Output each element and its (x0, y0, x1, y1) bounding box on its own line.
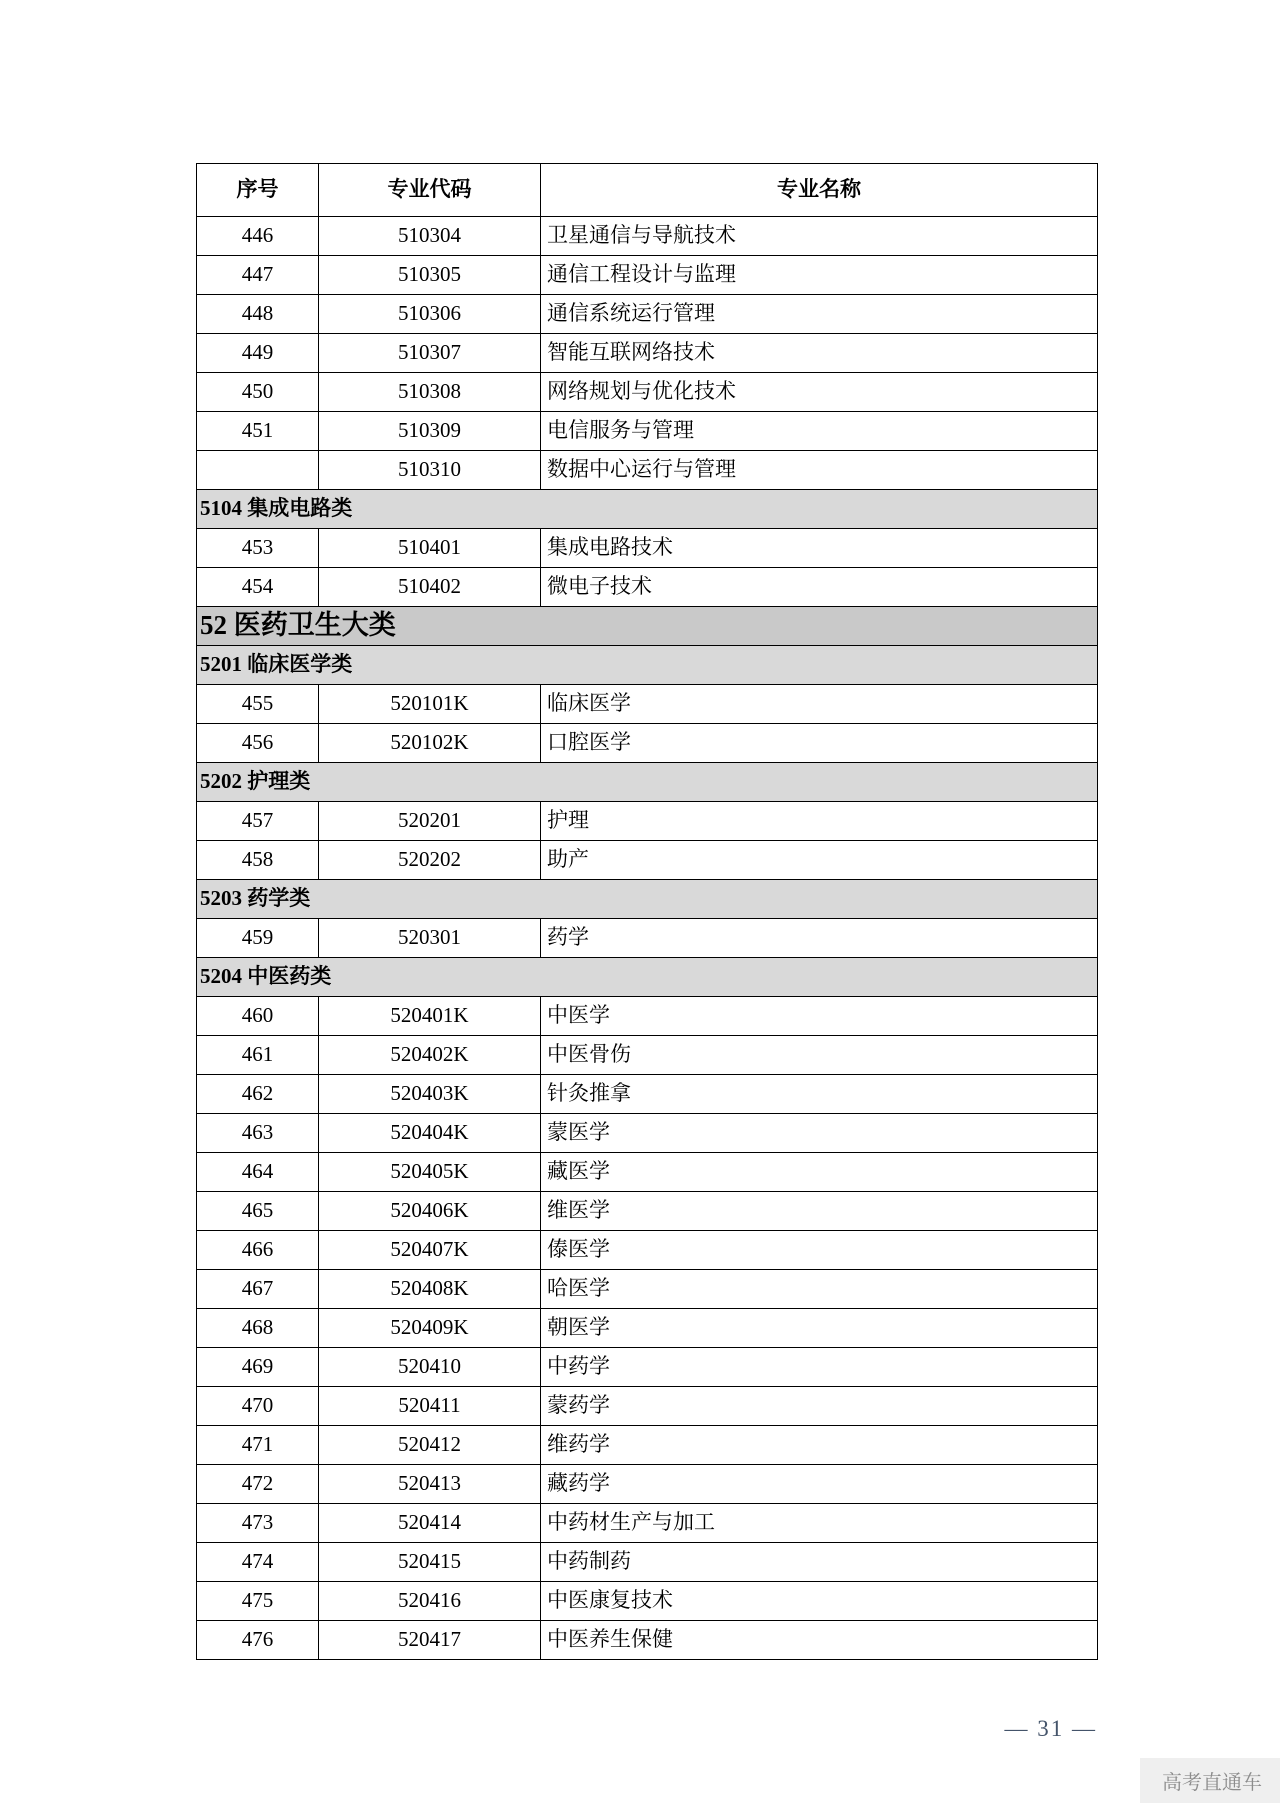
table-row (197, 1153, 1098, 1192)
cell-code: 520416 (319, 1582, 541, 1621)
watermark: 高考直通车 (1140, 1758, 1280, 1803)
cell-no (197, 451, 319, 490)
cell-no: 453 (197, 529, 319, 568)
cell-code: 510310 (319, 451, 541, 490)
column-header-2: 专业名称 (541, 164, 1098, 217)
cell-name: 蒙药学 (541, 1387, 1098, 1426)
cell-code: 520404K (319, 1114, 541, 1153)
table-row (197, 412, 1098, 451)
cell-no: 465 (197, 1192, 319, 1231)
cell-name: 维药学 (541, 1426, 1098, 1465)
cell-name: 口腔医学 (541, 724, 1098, 763)
table-row (197, 1075, 1098, 1114)
cell-name: 通信工程设计与监理 (541, 256, 1098, 295)
cell-name: 护理 (541, 802, 1098, 841)
table-body (197, 217, 1098, 1660)
table-row (197, 919, 1098, 958)
cell-code: 520401K (319, 997, 541, 1036)
table-row (197, 1348, 1098, 1387)
cell-code: 520102K (319, 724, 541, 763)
cell-no: 461 (197, 1036, 319, 1075)
cell-code: 510305 (319, 256, 541, 295)
cell-name: 中药制药 (541, 1543, 1098, 1582)
majors-table (196, 163, 1098, 1660)
table-row (197, 997, 1098, 1036)
cell-no: 474 (197, 1543, 319, 1582)
cell-no: 458 (197, 841, 319, 880)
cell-code: 520406K (319, 1192, 541, 1231)
table-row (197, 685, 1098, 724)
cell-code: 510307 (319, 334, 541, 373)
section-label: 5201 临床医学类 (197, 646, 1098, 685)
section-row (197, 763, 1098, 802)
section-label: 5104 集成电路类 (197, 490, 1098, 529)
cell-name: 藏药学 (541, 1465, 1098, 1504)
cell-name: 通信系统运行管理 (541, 295, 1098, 334)
cell-code: 510306 (319, 295, 541, 334)
table-header (197, 164, 1098, 217)
section-label: 5204 中医药类 (197, 958, 1098, 997)
cell-name: 中医学 (541, 997, 1098, 1036)
cell-code: 510401 (319, 529, 541, 568)
cell-name: 朝医学 (541, 1309, 1098, 1348)
cell-code: 520405K (319, 1153, 541, 1192)
section-row (197, 958, 1098, 997)
cell-code: 520413 (319, 1465, 541, 1504)
cell-name: 哈医学 (541, 1270, 1098, 1309)
cell-name: 维医学 (541, 1192, 1098, 1231)
table-row (197, 1036, 1098, 1075)
cell-name: 傣医学 (541, 1231, 1098, 1270)
table-row (197, 1582, 1098, 1621)
table-row (197, 1426, 1098, 1465)
table-row (197, 802, 1098, 841)
cell-name: 卫星通信与导航技术 (541, 217, 1098, 256)
cell-no: 456 (197, 724, 319, 763)
cell-name: 集成电路技术 (541, 529, 1098, 568)
cell-no: 470 (197, 1387, 319, 1426)
cell-no: 469 (197, 1348, 319, 1387)
cell-name: 中医骨伤 (541, 1036, 1098, 1075)
table-row (197, 295, 1098, 334)
cell-no: 459 (197, 919, 319, 958)
table-row (197, 1387, 1098, 1426)
table-row (197, 451, 1098, 490)
cell-name: 网络规划与优化技术 (541, 373, 1098, 412)
section-row (197, 880, 1098, 919)
cell-no: 450 (197, 373, 319, 412)
cell-no: 475 (197, 1582, 319, 1621)
cell-name: 藏医学 (541, 1153, 1098, 1192)
cell-no: 464 (197, 1153, 319, 1192)
cell-name: 蒙医学 (541, 1114, 1098, 1153)
cell-code: 520407K (319, 1231, 541, 1270)
cell-code: 510402 (319, 568, 541, 607)
table-row (197, 1270, 1098, 1309)
table-row (197, 568, 1098, 607)
cell-code: 520411 (319, 1387, 541, 1426)
cell-code: 520402K (319, 1036, 541, 1075)
cell-no: 460 (197, 997, 319, 1036)
table-row (197, 1543, 1098, 1582)
cell-no: 462 (197, 1075, 319, 1114)
table-row (197, 1192, 1098, 1231)
cell-code: 520403K (319, 1075, 541, 1114)
cell-no: 476 (197, 1621, 319, 1660)
table-row (197, 256, 1098, 295)
page-number: — 31 — (1004, 1716, 1097, 1741)
column-header-1: 专业代码 (319, 164, 541, 217)
table-row (197, 724, 1098, 763)
cell-no: 451 (197, 412, 319, 451)
column-header-0: 序号 (197, 164, 319, 217)
cell-code: 520412 (319, 1426, 541, 1465)
cell-name: 中药学 (541, 1348, 1098, 1387)
cell-name: 中医养生保健 (541, 1621, 1098, 1660)
cell-no: 468 (197, 1309, 319, 1348)
cell-code: 510309 (319, 412, 541, 451)
cell-no: 446 (197, 217, 319, 256)
cell-code: 510308 (319, 373, 541, 412)
cell-no: 463 (197, 1114, 319, 1153)
cell-no: 449 (197, 334, 319, 373)
table-row (197, 1309, 1098, 1348)
cell-name: 临床医学 (541, 685, 1098, 724)
cell-name: 数据中心运行与管理 (541, 451, 1098, 490)
cell-name: 中药材生产与加工 (541, 1504, 1098, 1543)
table-row (197, 334, 1098, 373)
table-row (197, 529, 1098, 568)
cell-no: 473 (197, 1504, 319, 1543)
major-section-row (197, 607, 1098, 646)
cell-no: 471 (197, 1426, 319, 1465)
cell-name: 中医康复技术 (541, 1582, 1098, 1621)
section-label: 52 医药卫生大类 (197, 607, 1098, 646)
cell-code: 520301 (319, 919, 541, 958)
cell-no: 455 (197, 685, 319, 724)
cell-no: 467 (197, 1270, 319, 1309)
cell-no: 454 (197, 568, 319, 607)
cell-code: 520409K (319, 1309, 541, 1348)
section-row (197, 646, 1098, 685)
table-row (197, 217, 1098, 256)
cell-code: 510304 (319, 217, 541, 256)
table-row (197, 373, 1098, 412)
cell-no: 447 (197, 256, 319, 295)
cell-no: 472 (197, 1465, 319, 1504)
cell-name: 针灸推拿 (541, 1075, 1098, 1114)
section-row (197, 490, 1098, 529)
table-row (197, 1621, 1098, 1660)
header-row (197, 164, 1098, 217)
cell-name: 药学 (541, 919, 1098, 958)
cell-code: 520408K (319, 1270, 541, 1309)
cell-code: 520101K (319, 685, 541, 724)
section-label: 5202 护理类 (197, 763, 1098, 802)
cell-no: 457 (197, 802, 319, 841)
cell-code: 520417 (319, 1621, 541, 1660)
cell-code: 520415 (319, 1543, 541, 1582)
cell-name: 微电子技术 (541, 568, 1098, 607)
table-row (197, 1231, 1098, 1270)
table-row (197, 1114, 1098, 1153)
cell-no: 466 (197, 1231, 319, 1270)
cell-no: 448 (197, 295, 319, 334)
table-row (197, 841, 1098, 880)
cell-name: 智能互联网络技术 (541, 334, 1098, 373)
cell-code: 520414 (319, 1504, 541, 1543)
table-row (197, 1465, 1098, 1504)
cell-code: 520202 (319, 841, 541, 880)
cell-code: 520201 (319, 802, 541, 841)
table-row (197, 1504, 1098, 1543)
cell-name: 电信服务与管理 (541, 412, 1098, 451)
section-label: 5203 药学类 (197, 880, 1098, 919)
cell-name: 助产 (541, 841, 1098, 880)
cell-code: 520410 (319, 1348, 541, 1387)
